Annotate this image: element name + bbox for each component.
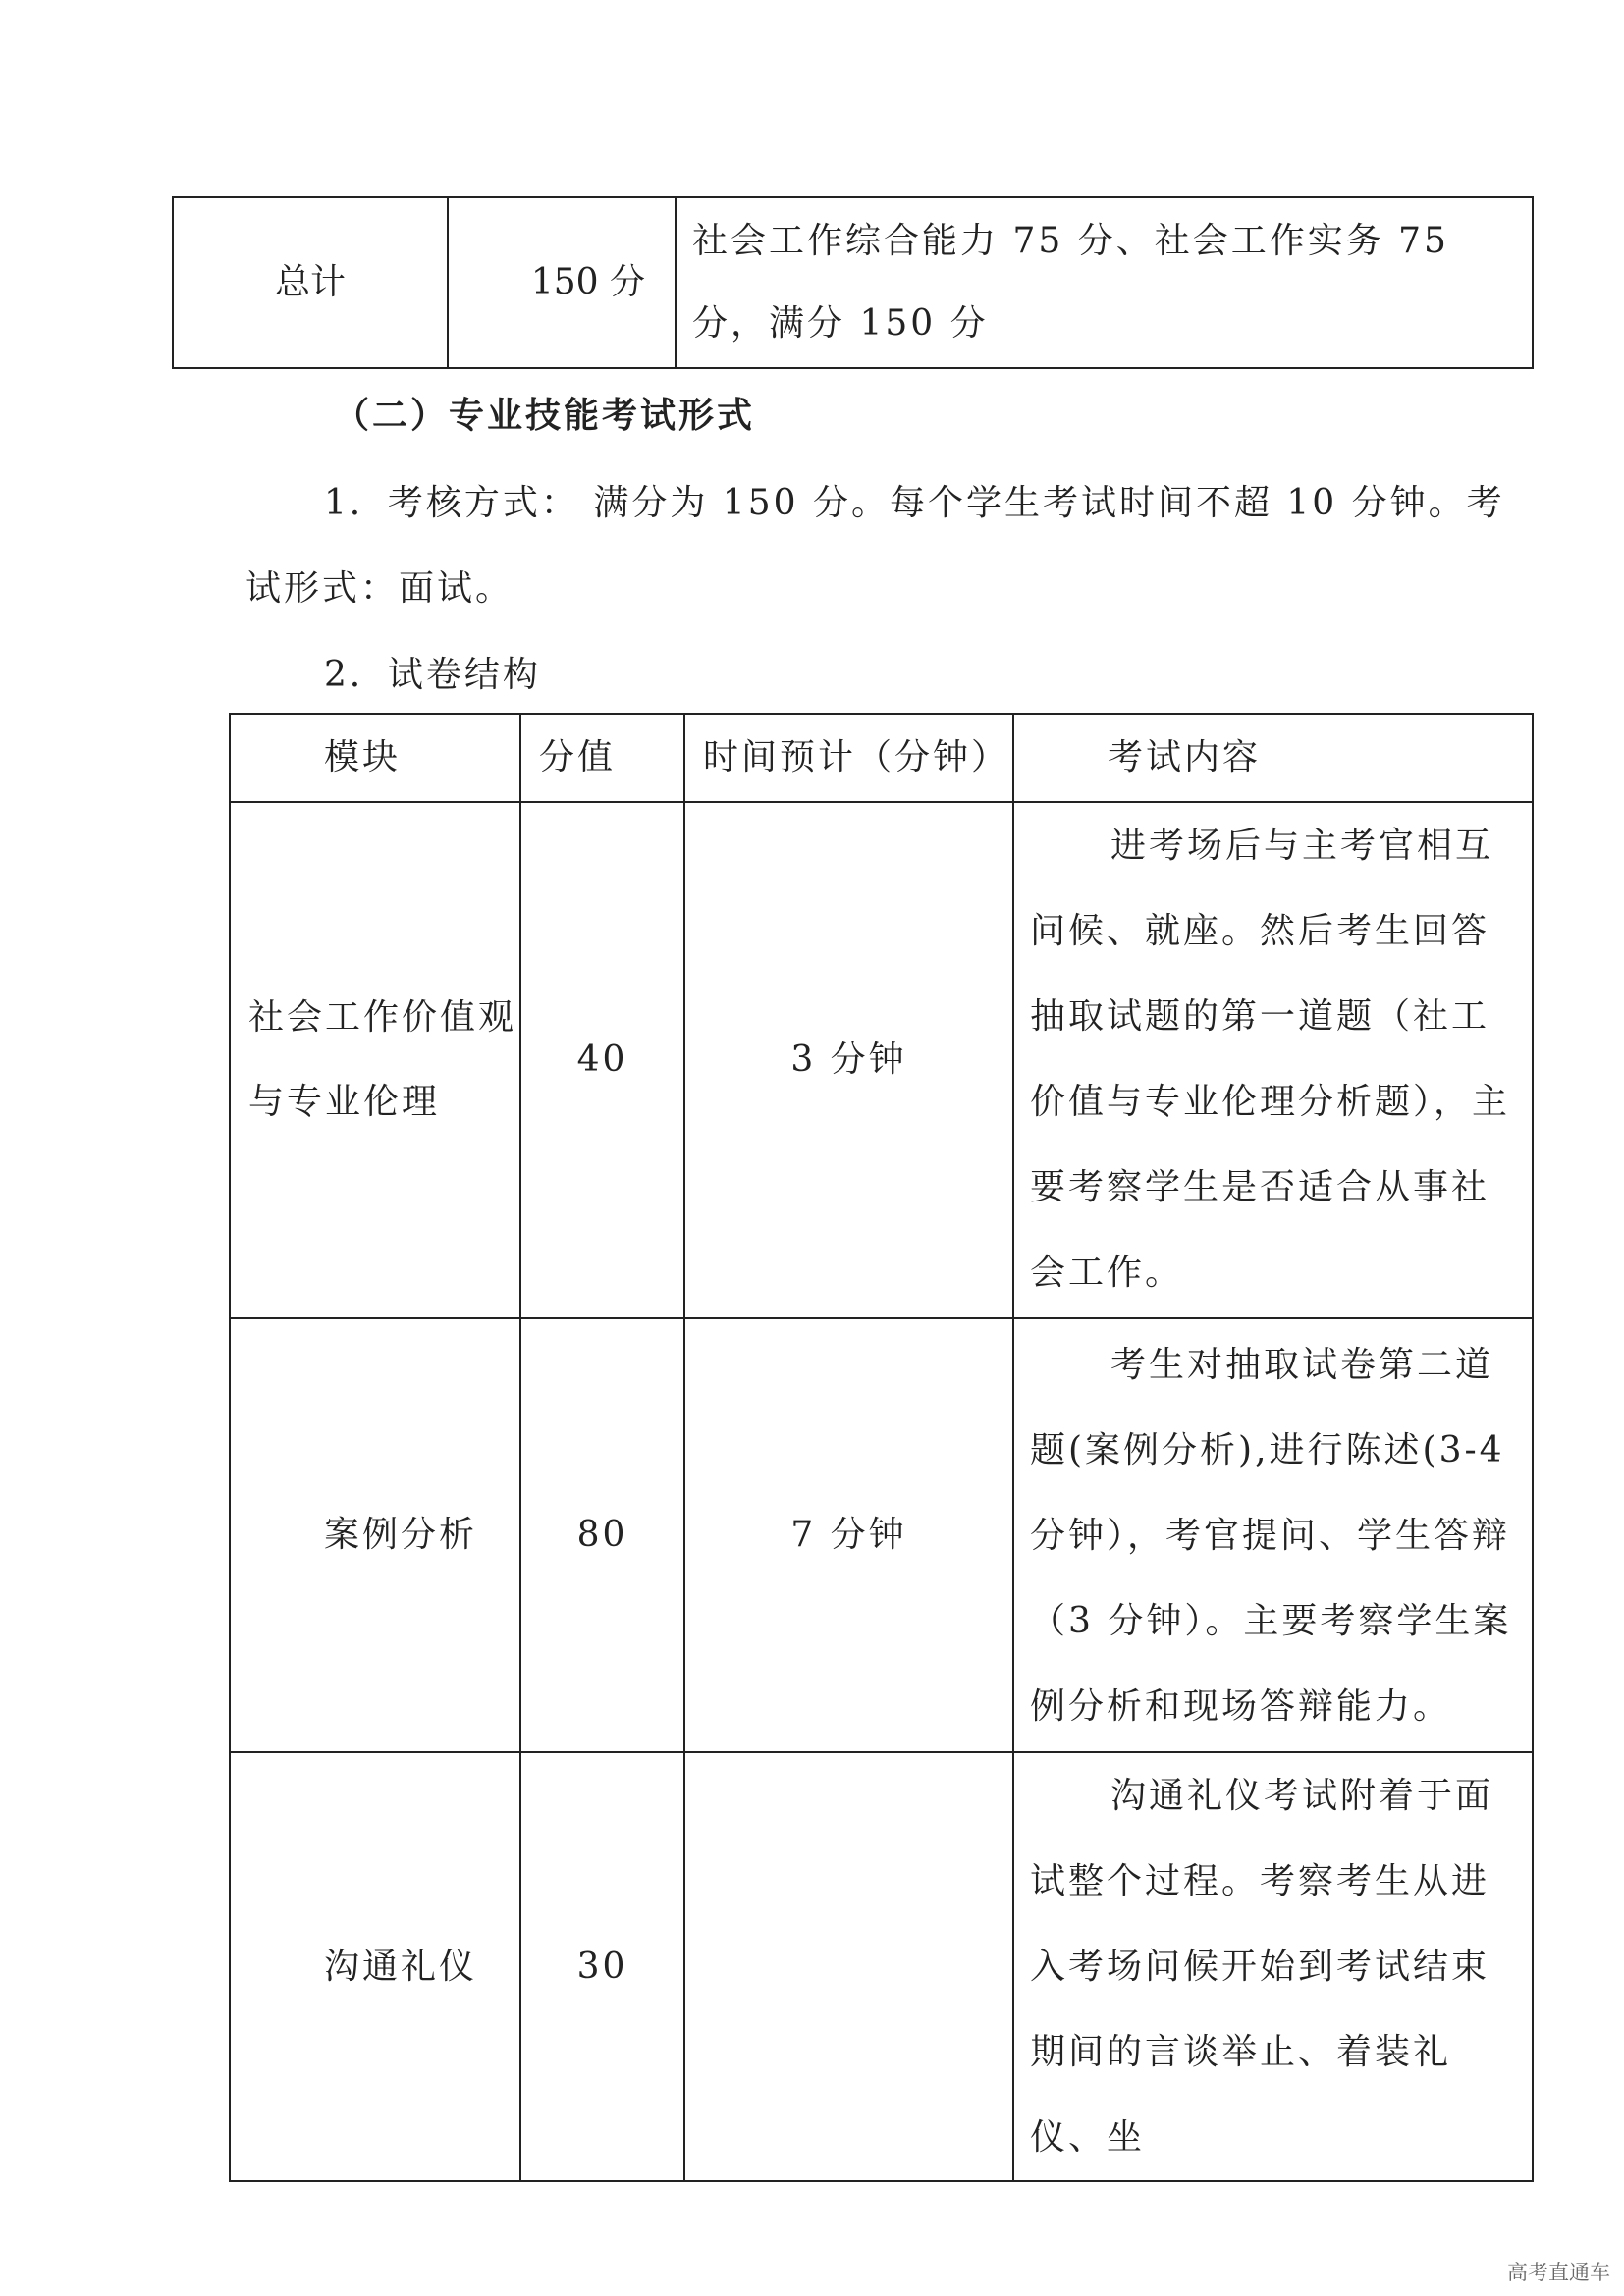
- header-score: 分值: [520, 714, 684, 802]
- table-row: [173, 197, 1533, 368]
- exam-method-text: 1．考核方式： 满分为 150 分。每个学生考试时间不超 10 分钟。考: [324, 483, 1505, 523]
- content-cell: [1013, 1318, 1533, 1752]
- content-text: 考生对抽取试卷第二道题(案例分析),进行陈述(3-4 分钟），考官提问、学生答辩（3 分钟）。主要考察学生案例分析和现场答辩能力。: [1030, 1344, 1512, 1727]
- content-text: 进考场后与主考官相互问候、就座。然后考生回答抽取试题的第一道题（社工价值与专业伦理分析题），主要考察学生是否适合从事社会工作。: [1030, 826, 1511, 1293]
- paper-structure-table: [229, 713, 1534, 2182]
- content-cell: [1013, 1752, 1533, 2181]
- time-cell: 3 分钟: [684, 802, 1013, 1318]
- section-heading: （二）专业技能考试形式: [334, 395, 756, 436]
- header-time: 时间预计（分钟）: [684, 714, 1013, 802]
- total-score-cell: 150 分: [448, 197, 676, 368]
- content-text: 沟通礼仪考试附着于面试整个过程。考察考生从进入考场问候开始到考试结束期间的言谈举止、着装礼仪、坐: [1030, 1776, 1494, 2158]
- table-row: [230, 802, 1533, 1318]
- header-module: 模块: [230, 714, 520, 802]
- paper-structure-title: 2．试卷结构: [324, 655, 541, 695]
- table-row: [230, 1318, 1533, 1752]
- table-header-row: [230, 714, 1533, 802]
- time-cell: 7 分钟: [684, 1318, 1013, 1752]
- table-row: [230, 1752, 1533, 2181]
- exam-format-text: 试形式：面试。: [245, 568, 514, 609]
- score-cell: 40: [520, 802, 684, 1318]
- module-cell: 沟通礼仪: [230, 1752, 520, 2181]
- score-cell: 30: [520, 1752, 684, 2181]
- total-label-cell: 总计: [173, 197, 448, 368]
- total-description-cell: 社会工作综合能力 75 分、社会工作实务 75 分，满分 150 分: [676, 197, 1533, 368]
- time-cell: [684, 1752, 1013, 2181]
- score-cell: 80: [520, 1318, 684, 1752]
- module-cell: 社会工作价值观与专业伦理: [230, 802, 520, 1318]
- module-cell: 案例分析: [230, 1318, 520, 1752]
- total-score-table: [172, 196, 1534, 369]
- content-cell: [1013, 802, 1533, 1318]
- watermark-text: 高考直通车: [1507, 2261, 1610, 2284]
- header-content: 考试内容: [1013, 714, 1533, 802]
